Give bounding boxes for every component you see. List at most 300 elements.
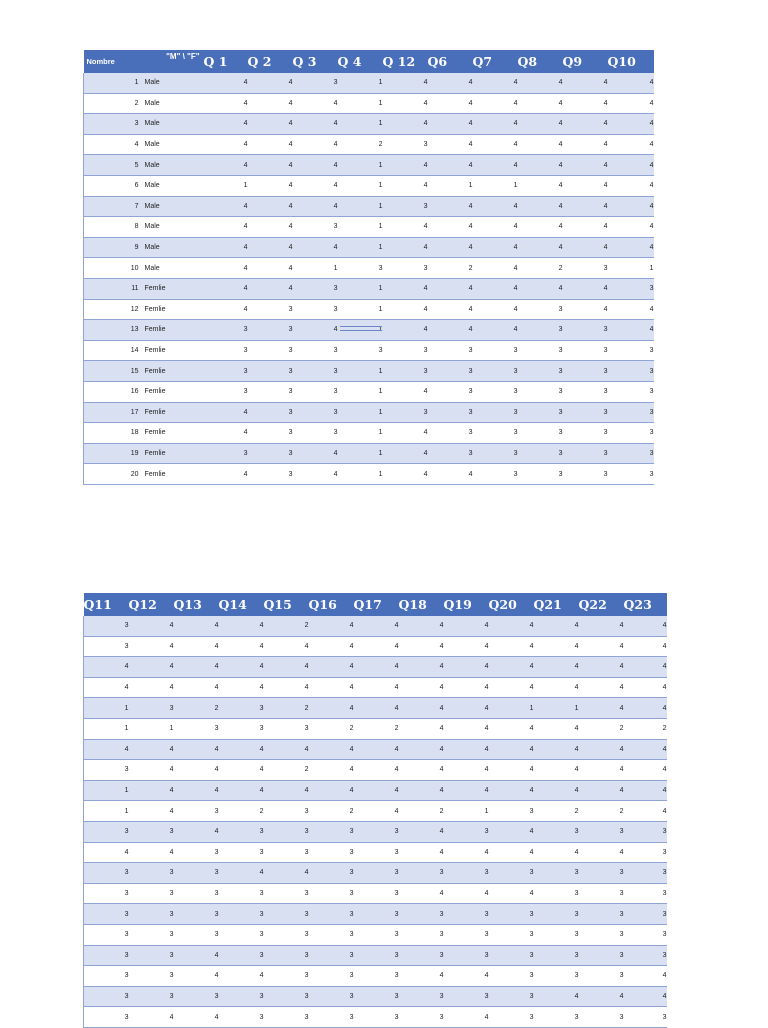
table-cell[interactable]: 4 [264, 739, 309, 760]
table-cell[interactable]: 4 [354, 636, 399, 657]
table-cell[interactable]: 3 [489, 986, 534, 1007]
table-cell[interactable]: 3 [428, 340, 473, 361]
table-cell[interactable]: 3 [354, 966, 399, 987]
table-cell[interactable]: 1 [84, 73, 142, 93]
table-cell[interactable]: 3 [293, 381, 338, 402]
table-cell[interactable]: 2 [264, 698, 309, 719]
table-cell[interactable]: 4 [579, 616, 624, 636]
table-cell[interactable]: 3 [354, 924, 399, 945]
table-cell[interactable]: 3 [624, 842, 667, 863]
table-cell[interactable]: 3 [579, 924, 624, 945]
table-cell[interactable]: 4 [444, 883, 489, 904]
table-cell[interactable]: 3 [309, 863, 354, 884]
table-cell[interactable]: 4 [579, 739, 624, 760]
table-cell[interactable]: 3 [174, 904, 219, 925]
table-cell[interactable]: 3 [473, 464, 518, 485]
table-cell[interactable]: 15 [84, 361, 142, 382]
table-cell[interactable]: 3 [84, 616, 129, 636]
table-cell[interactable]: 4 [248, 175, 293, 196]
table-cell[interactable]: 4 [84, 134, 142, 155]
table-cell[interactable]: 4 [219, 677, 264, 698]
table-cell[interactable]: 3 [248, 361, 293, 382]
table-cell[interactable]: 19 [84, 443, 142, 464]
table-cell[interactable]: 4 [444, 698, 489, 719]
table-cell[interactable]: 4 [428, 73, 473, 93]
table-cell[interactable]: 4 [174, 657, 219, 678]
table-cell[interactable]: 3 [563, 340, 608, 361]
table-cell[interactable]: 3 [608, 381, 654, 402]
table-cell[interactable]: 4 [608, 114, 654, 135]
table-cell[interactable]: 4 [563, 114, 608, 135]
table-cell[interactable]: 3 [129, 904, 174, 925]
table-cell[interactable]: 4 [129, 616, 174, 636]
table-cell[interactable]: 3 [624, 904, 667, 925]
table-cell[interactable]: 4 [579, 986, 624, 1007]
table-cell[interactable]: 4 [563, 217, 608, 238]
table-cell[interactable]: 4 [473, 114, 518, 135]
table-cell[interactable]: 3 [264, 966, 309, 987]
table-cell[interactable]: 1 [338, 155, 383, 176]
table-cell[interactable]: 4 [428, 196, 473, 217]
table-cell[interactable]: 3 [129, 966, 174, 987]
table-cell[interactable]: Male [142, 134, 204, 155]
table-cell[interactable]: 3 [129, 945, 174, 966]
table-cell[interactable]: 4 [129, 636, 174, 657]
table-cell[interactable]: 4 [204, 196, 248, 217]
table-cell[interactable]: 3 [293, 423, 338, 444]
table-cell[interactable]: 3 [293, 402, 338, 423]
table-cell[interactable]: 1 [338, 93, 383, 114]
table-cell[interactable]: 4 [204, 73, 248, 93]
table-cell[interactable]: 3 [309, 1007, 354, 1028]
table-cell[interactable]: 4 [428, 464, 473, 485]
table-cell[interactable]: 1 [84, 718, 129, 739]
table-cell[interactable]: 4 [489, 760, 534, 781]
table-cell[interactable]: 3 [489, 966, 534, 987]
table-cell[interactable]: 4 [473, 73, 518, 93]
table-cell[interactable]: 4 [248, 196, 293, 217]
table-cell[interactable]: 4 [383, 93, 428, 114]
table-cell[interactable]: 2 [309, 801, 354, 822]
table-cell[interactable]: 3 [563, 361, 608, 382]
table-cell[interactable]: 4 [383, 381, 428, 402]
table-cell[interactable]: 3 [518, 381, 563, 402]
table-cell[interactable]: 3 [219, 842, 264, 863]
table-cell[interactable]: 4 [354, 801, 399, 822]
table-cell[interactable]: 3 [428, 402, 473, 423]
table-cell[interactable]: 4 [608, 93, 654, 114]
table-cell[interactable]: 4 [293, 93, 338, 114]
table-cell[interactable]: 4 [624, 657, 667, 678]
table-cell[interactable]: 3 [204, 361, 248, 382]
table-cell[interactable]: 4 [608, 134, 654, 155]
table-cell[interactable]: 3 [399, 863, 444, 884]
table-cell[interactable]: 4 [219, 616, 264, 636]
table-cell[interactable]: 4 [264, 780, 309, 801]
table-cell[interactable]: 4 [518, 237, 563, 258]
table-cell[interactable]: 3 [219, 883, 264, 904]
table-cell[interactable]: 1 [204, 175, 248, 196]
table-cell[interactable]: 3 [444, 986, 489, 1007]
table-cell[interactable]: 3 [293, 340, 338, 361]
table-cell[interactable]: 4 [518, 73, 563, 93]
table-cell[interactable]: 4 [354, 657, 399, 678]
table-cell[interactable]: 3 [579, 883, 624, 904]
table-cell[interactable]: 8 [84, 217, 142, 238]
table-cell[interactable]: Femlie [142, 299, 204, 320]
table-cell[interactable]: 4 [624, 698, 667, 719]
table-cell[interactable]: 3 [248, 464, 293, 485]
table-cell[interactable]: 4 [174, 945, 219, 966]
table-cell[interactable]: 4 [399, 842, 444, 863]
table-cell[interactable]: 4 [399, 657, 444, 678]
table-cell[interactable]: 3 [399, 924, 444, 945]
table-cell[interactable]: 3 [518, 361, 563, 382]
table-cell[interactable]: 3 [444, 924, 489, 945]
table-cell[interactable]: 4 [444, 636, 489, 657]
table-cell[interactable]: 4 [428, 320, 473, 341]
table-cell[interactable]: 4 [563, 93, 608, 114]
table-cell[interactable]: 4 [383, 278, 428, 299]
table-cell[interactable]: 3 [248, 443, 293, 464]
table-cell[interactable]: 4 [534, 986, 579, 1007]
table-cell[interactable]: 3 [264, 883, 309, 904]
table-cell[interactable]: 3 [248, 381, 293, 402]
table-cell[interactable]: 4 [174, 780, 219, 801]
table-cell[interactable]: 4 [309, 739, 354, 760]
table-cell[interactable]: 3 [608, 423, 654, 444]
table-cell[interactable]: 3 [383, 340, 428, 361]
table-cell[interactable]: 2 [309, 718, 354, 739]
table-cell[interactable]: 3 [219, 904, 264, 925]
table-cell[interactable]: 4 [534, 636, 579, 657]
table-cell[interactable]: 3 [174, 718, 219, 739]
table-cell[interactable]: 3 [563, 320, 608, 341]
table-cell[interactable]: 3 [428, 361, 473, 382]
table-cell[interactable]: 4 [473, 93, 518, 114]
table-cell[interactable]: 1 [444, 801, 489, 822]
table-cell[interactable]: 3 [204, 340, 248, 361]
table-cell[interactable]: 4 [84, 657, 129, 678]
table-cell[interactable]: 4 [219, 657, 264, 678]
table-cell[interactable]: 4 [219, 966, 264, 987]
table-cell[interactable]: 4 [444, 657, 489, 678]
table-cell[interactable]: 3 [534, 883, 579, 904]
table-cell[interactable]: 4 [534, 677, 579, 698]
table-cell[interactable]: 4 [608, 175, 654, 196]
table-cell[interactable]: 4 [624, 801, 667, 822]
table-cell[interactable]: 2 [624, 718, 667, 739]
table-cell[interactable]: 3 [383, 402, 428, 423]
table-cell[interactable]: 3 [624, 924, 667, 945]
table-cell[interactable]: 3 [174, 863, 219, 884]
table-cell[interactable]: 3 [383, 361, 428, 382]
table-cell[interactable]: 4 [489, 677, 534, 698]
table-cell[interactable]: 4 [428, 237, 473, 258]
table-cell[interactable]: 2 [219, 801, 264, 822]
table-cell[interactable]: 4 [534, 657, 579, 678]
table-cell[interactable]: 3 [219, 986, 264, 1007]
table-cell[interactable]: Femlie [142, 340, 204, 361]
table-cell[interactable]: 4 [248, 217, 293, 238]
table-cell[interactable]: 3 [473, 402, 518, 423]
table-cell[interactable]: 4 [383, 320, 428, 341]
table-cell[interactable]: 3 [563, 423, 608, 444]
table-cell[interactable]: 3 [129, 821, 174, 842]
table-cell[interactable]: 4 [473, 196, 518, 217]
table-cell[interactable]: Male [142, 93, 204, 114]
table-cell[interactable]: 4 [264, 636, 309, 657]
table-cell[interactable]: 10 [84, 258, 142, 279]
table-cell[interactable]: 3 [518, 443, 563, 464]
table-cell[interactable]: 3 [264, 718, 309, 739]
table-cell[interactable]: Male [142, 258, 204, 279]
table-cell[interactable]: 13 [84, 320, 142, 341]
table-cell[interactable]: 3 [608, 340, 654, 361]
table-cell[interactable]: 4 [383, 175, 428, 196]
table-cell[interactable]: 4 [579, 842, 624, 863]
table-cell[interactable]: 4 [383, 443, 428, 464]
table-cell[interactable]: 3 [84, 114, 142, 135]
table-cell[interactable]: 4 [428, 114, 473, 135]
table-cell[interactable]: 4 [84, 739, 129, 760]
table-cell[interactable]: 3 [534, 821, 579, 842]
table-cell[interactable]: 3 [444, 863, 489, 884]
table-cell[interactable]: 3 [354, 842, 399, 863]
table-cell[interactable]: 4 [204, 278, 248, 299]
table-cell[interactable]: 2 [174, 698, 219, 719]
table-cell[interactable]: 3 [248, 299, 293, 320]
table-cell[interactable]: 4 [248, 93, 293, 114]
table-cell[interactable]: 3 [219, 718, 264, 739]
table-cell[interactable]: 4 [489, 636, 534, 657]
table-cell[interactable]: 4 [444, 842, 489, 863]
table-cell[interactable]: 4 [534, 842, 579, 863]
table-cell[interactable]: 3 [219, 1007, 264, 1028]
table-cell[interactable]: 3 [248, 402, 293, 423]
table-cell[interactable]: 3 [354, 945, 399, 966]
table-cell[interactable]: 1 [473, 175, 518, 196]
table-cell[interactable]: 4 [174, 616, 219, 636]
table-cell[interactable]: 3 [84, 760, 129, 781]
table-cell[interactable]: 4 [518, 114, 563, 135]
table-cell[interactable]: 4 [489, 883, 534, 904]
table-cell[interactable]: 3 [624, 883, 667, 904]
table-cell[interactable]: 2 [84, 93, 142, 114]
table-cell[interactable]: 11 [84, 278, 142, 299]
table-cell[interactable]: 4 [473, 237, 518, 258]
table-cell[interactable]: 4 [293, 114, 338, 135]
table-cell[interactable]: 3 [563, 402, 608, 423]
table-cell[interactable]: 1 [338, 73, 383, 93]
table-cell[interactable]: 4 [534, 760, 579, 781]
table-cell[interactable]: 1 [338, 361, 383, 382]
table-cell[interactable]: 4 [518, 217, 563, 238]
table-cell[interactable]: 1 [534, 698, 579, 719]
table-cell[interactable]: 2 [428, 258, 473, 279]
table-cell[interactable]: 3 [608, 278, 654, 299]
table-cell[interactable]: 4 [534, 718, 579, 739]
table-cell[interactable]: 4 [219, 780, 264, 801]
table-cell[interactable]: Femlie [142, 443, 204, 464]
table-cell[interactable]: 4 [534, 739, 579, 760]
table-cell[interactable]: 3 [84, 883, 129, 904]
table-cell[interactable]: 4 [309, 760, 354, 781]
table-cell[interactable]: 3 [309, 986, 354, 1007]
table-cell[interactable]: 3 [534, 966, 579, 987]
table-cell[interactable]: 4 [264, 863, 309, 884]
table-cell[interactable]: Femlie [142, 278, 204, 299]
table-cell[interactable]: 3 [624, 1007, 667, 1028]
table-cell[interactable]: 4 [219, 636, 264, 657]
table-cell[interactable]: 4 [579, 698, 624, 719]
table-cell[interactable]: 4 [309, 677, 354, 698]
table-cell[interactable]: 4 [608, 196, 654, 217]
table-cell[interactable]: 3 [354, 1007, 399, 1028]
table-cell[interactable]: Male [142, 73, 204, 93]
table-cell[interactable]: 4 [608, 320, 654, 341]
table-cell[interactable]: 1 [338, 443, 383, 464]
table-cell[interactable]: 4 [204, 299, 248, 320]
table-cell[interactable]: 4 [174, 966, 219, 987]
table-cell[interactable]: 4 [444, 616, 489, 636]
table-cell[interactable]: 2 [518, 258, 563, 279]
table-cell[interactable]: 4 [309, 698, 354, 719]
table-cell[interactable]: 4 [518, 93, 563, 114]
table-cell[interactable]: 3 [444, 821, 489, 842]
table-cell[interactable]: 3 [84, 986, 129, 1007]
table-cell[interactable]: 17 [84, 402, 142, 423]
table-cell[interactable]: 4 [563, 299, 608, 320]
table-cell[interactable]: 4 [293, 175, 338, 196]
table-cell[interactable]: 3 [354, 863, 399, 884]
table-cell[interactable]: 4 [563, 278, 608, 299]
table-cell[interactable]: 3 [489, 863, 534, 884]
table-cell[interactable]: 4 [129, 780, 174, 801]
table-cell[interactable]: 4 [579, 636, 624, 657]
table-cell[interactable]: 3 [473, 381, 518, 402]
table-cell[interactable]: 3 [489, 945, 534, 966]
table-cell[interactable]: 4 [579, 677, 624, 698]
table-cell[interactable]: 4 [473, 258, 518, 279]
table-cell[interactable]: 3 [204, 320, 248, 341]
table-cell[interactable]: 4 [84, 842, 129, 863]
table-cell[interactable]: 3 [399, 945, 444, 966]
table-cell[interactable]: 3 [534, 924, 579, 945]
table-cell[interactable]: 3 [219, 821, 264, 842]
table-cell[interactable]: 3 [248, 340, 293, 361]
table-cell[interactable]: 3 [444, 904, 489, 925]
table-cell[interactable]: 4 [399, 636, 444, 657]
table-cell[interactable]: 3 [518, 464, 563, 485]
table-cell[interactable]: 3 [354, 883, 399, 904]
table-cell[interactable]: 4 [473, 320, 518, 341]
table-cell[interactable]: 3 [608, 443, 654, 464]
table-cell[interactable]: 4 [579, 657, 624, 678]
table-cell[interactable]: 3 [473, 443, 518, 464]
table-cell[interactable]: 4 [354, 677, 399, 698]
table-cell[interactable]: 4 [204, 464, 248, 485]
table-cell[interactable]: 3 [174, 924, 219, 945]
table-cell[interactable]: 1 [608, 258, 654, 279]
table-cell[interactable]: 4 [129, 677, 174, 698]
table-cell[interactable]: 4 [174, 760, 219, 781]
table-cell[interactable]: 3 [309, 883, 354, 904]
table-cell[interactable]: 4 [444, 760, 489, 781]
table-cell[interactable]: 3 [248, 423, 293, 444]
table-cell[interactable]: 4 [264, 677, 309, 698]
table-cell[interactable]: 4 [518, 155, 563, 176]
table-cell[interactable]: 4 [563, 73, 608, 93]
table-cell[interactable]: 4 [624, 616, 667, 636]
table-cell[interactable]: 3 [383, 258, 428, 279]
table-cell[interactable]: 4 [624, 677, 667, 698]
table-cell[interactable]: 4 [219, 739, 264, 760]
table-cell[interactable]: 4 [293, 443, 338, 464]
table-cell[interactable]: 2 [579, 718, 624, 739]
table-cell[interactable]: 3 [354, 986, 399, 1007]
table-cell[interactable]: 3 [264, 1007, 309, 1028]
table-cell[interactable]: 4 [473, 134, 518, 155]
table-cell[interactable]: 1 [338, 299, 383, 320]
table-cell[interactable]: 4 [608, 299, 654, 320]
table-cell[interactable]: 4 [204, 155, 248, 176]
table-cell[interactable]: 7 [84, 196, 142, 217]
table-cell[interactable]: 4 [248, 278, 293, 299]
table-cell[interactable]: 4 [563, 134, 608, 155]
table-cell[interactable]: 2 [579, 801, 624, 822]
table-cell[interactable]: 4 [624, 966, 667, 987]
table-cell[interactable]: 3 [248, 320, 293, 341]
table-cell[interactable]: 4 [383, 114, 428, 135]
table-cell[interactable]: 4 [399, 677, 444, 698]
table-cell[interactable]: 3 [84, 1007, 129, 1028]
table-cell[interactable]: 4 [248, 114, 293, 135]
table-cell[interactable]: 3 [204, 443, 248, 464]
table-cell[interactable]: 4 [309, 616, 354, 636]
table-cell[interactable]: 3 [129, 863, 174, 884]
table-cell[interactable]: 1 [84, 801, 129, 822]
table-cell[interactable]: 1 [489, 698, 534, 719]
table-cell[interactable]: 4 [489, 616, 534, 636]
table-cell[interactable]: 4 [383, 423, 428, 444]
table-cell[interactable]: 4 [444, 1007, 489, 1028]
table-cell[interactable]: 4 [489, 718, 534, 739]
table-cell[interactable]: 4 [444, 966, 489, 987]
table-cell[interactable]: 4 [309, 636, 354, 657]
table-cell[interactable]: 4 [518, 196, 563, 217]
table-cell[interactable]: 4 [174, 739, 219, 760]
table-cell[interactable]: 4 [473, 299, 518, 320]
table-cell[interactable]: 3 [534, 863, 579, 884]
table-cell[interactable]: Femlie [142, 381, 204, 402]
table-cell[interactable]: 4 [248, 155, 293, 176]
table-cell[interactable]: 4 [204, 93, 248, 114]
table-cell[interactable]: 1 [428, 175, 473, 196]
table-cell[interactable]: 2 [264, 616, 309, 636]
table-cell[interactable]: 4 [309, 780, 354, 801]
table-cell[interactable]: Femlie [142, 464, 204, 485]
table-cell[interactable]: 3 [293, 217, 338, 238]
table-cell[interactable]: 14 [84, 340, 142, 361]
table-cell[interactable]: 4 [399, 760, 444, 781]
table-cell[interactable]: 4 [399, 883, 444, 904]
table-cell[interactable]: 3 [338, 258, 383, 279]
table-cell[interactable]: 3 [129, 924, 174, 945]
table-cell[interactable]: 3 [624, 945, 667, 966]
table-cell[interactable]: 3 [534, 904, 579, 925]
table-cell[interactable]: 4 [473, 155, 518, 176]
